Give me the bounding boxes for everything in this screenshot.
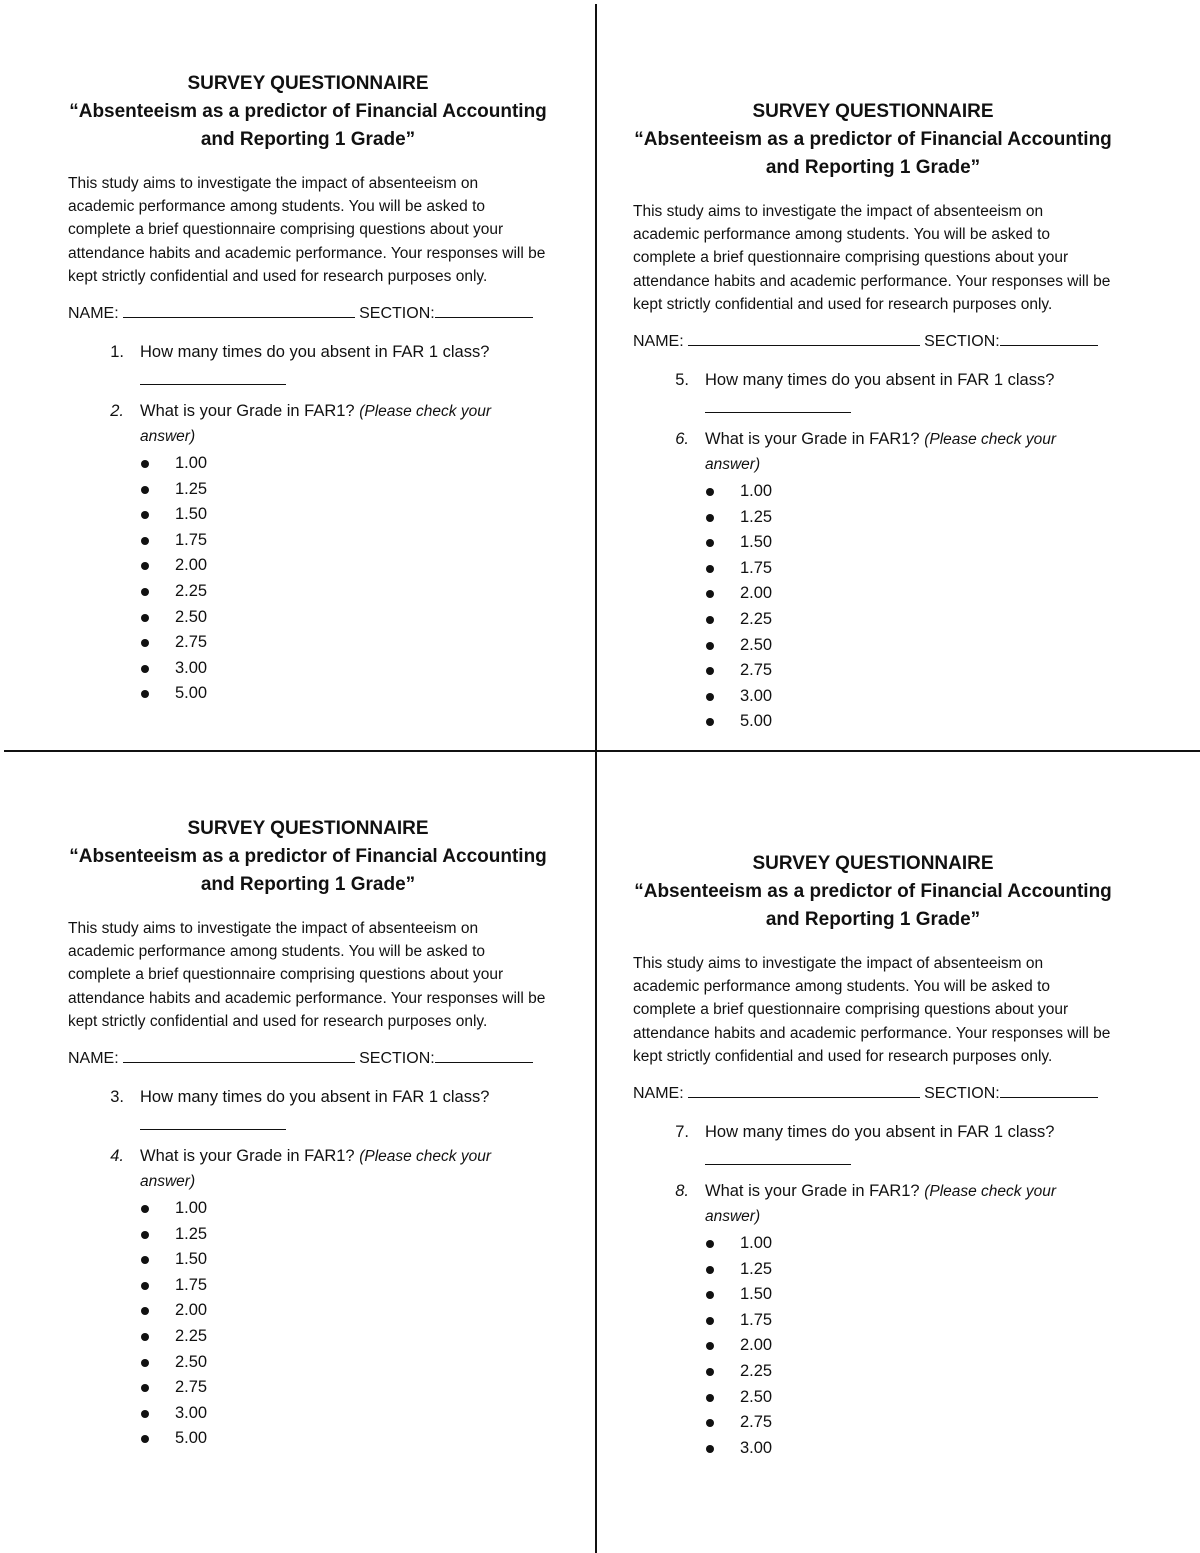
study-intro-paragraph: This study aims to investigate the impact of absenteeism on academic performance among students. You will be asked to complete a brief questionnaire comprising questions about your attendance habits and academic performance. Your responses will be kept strictly confidential and used for research purposes only. [633,203,1111,313]
grade-option-label: 3.00 [740,686,773,705]
name-field[interactable] [123,1048,355,1063]
grade-option-label: 2.25 [175,581,208,600]
grade-option-label: 2.50 [175,607,208,626]
grade-option-label: 1.50 [175,505,208,524]
study-intro-paragraph: This study aims to investigate the impact of absenteeism on academic performance among students. You will be asked to complete a brief questionnaire comprising questions about your attendance habits and academic performance. Your responses will be kept strictly confidential and used for research purposes only. [633,955,1111,1065]
bullet-icon [706,1342,714,1350]
grade-option-label: 5.00 [175,684,208,703]
bullet-icon [141,562,149,570]
bullet-icon [706,616,714,624]
survey-title: SURVEY QUESTIONNAIRE [752,853,994,874]
bullet-icon [141,690,149,698]
grade-option-label: 2.50 [740,1387,773,1406]
questionnaire-card-bottom-left [68,815,548,1452]
grade-option-label: 2.75 [740,661,773,680]
grade-option-label: 2.75 [175,1378,208,1397]
grade-option[interactable] [68,528,548,554]
question-number: 7. [675,1123,689,1142]
bullet-icon [141,1231,149,1239]
bullet-icon [141,614,149,622]
question-grade [104,399,548,449]
question-text [140,1144,510,1194]
grade-option[interactable] [633,581,1113,607]
grade-option[interactable] [68,1298,548,1324]
grade-option-label: 1.00 [740,1234,773,1253]
bullet-icon [706,642,714,650]
question-absences [104,340,548,385]
survey-subtitle-line2: and Reporting 1 Grade” [765,157,981,178]
grade-option[interactable] [633,709,1113,735]
section-field[interactable] [435,1048,533,1063]
name-field[interactable] [688,331,920,346]
grade-option-label: 2.25 [740,1361,773,1380]
grade-options-list [633,479,1113,735]
grade-option[interactable] [633,633,1113,659]
bullet-icon [706,718,714,726]
grade-option-label: 2.00 [175,1301,208,1320]
grade-options-list [633,1231,1113,1461]
section-field[interactable] [1000,331,1098,346]
question-text: How many times do you absent in FAR 1 class? [705,371,1055,390]
grade-option[interactable] [633,684,1113,710]
bullet-icon [141,639,149,647]
grade-option[interactable] [633,1257,1113,1283]
survey-subtitle-line2: and Reporting 1 Grade” [765,909,981,930]
bullet-icon [706,1240,714,1248]
grade-option[interactable] [633,1359,1113,1385]
grade-option[interactable] [68,451,548,477]
question-number: 1. [110,343,124,362]
grade-option[interactable] [68,477,548,503]
name-label: NAME: [68,305,119,323]
question-text-main: What is your Grade in FAR1? [705,1182,920,1201]
grade-option-label: 3.00 [740,1438,773,1457]
grade-option-label: 3.00 [175,658,208,677]
grade-option-label: 1.75 [175,530,208,549]
grade-option[interactable] [633,505,1113,531]
bullet-icon [141,460,149,468]
bullet-icon [141,486,149,494]
bullet-icon [141,1205,149,1213]
grade-option[interactable] [68,1350,548,1376]
bullet-icon [141,1333,149,1341]
survey-subtitle-line1: “Absenteeism as a predictor of Financial Accounting [69,846,547,867]
grade-option[interactable] [68,1196,548,1222]
grade-option-label: 2.75 [175,633,208,652]
grade-option[interactable] [68,681,548,707]
question-grade [669,1179,1113,1229]
survey-subtitle-line2: and Reporting 1 Grade” [200,874,416,895]
section-label: SECTION: [359,305,435,323]
grade-option-label: 2.75 [740,1413,773,1432]
bullet-icon [706,488,714,496]
grade-option[interactable] [68,1247,548,1273]
grade-option-label: 1.25 [175,1224,208,1243]
grade-option-label: 1.50 [740,533,773,552]
grade-option-label: 2.50 [740,635,773,654]
question-number: 5. [675,371,689,390]
question-number: 3. [110,1088,124,1107]
question-text: How many times do you absent in FAR 1 class? [140,343,490,362]
survey-subtitle-line1: “Absenteeism as a predictor of Financial Accounting [634,881,1112,902]
bullet-icon [706,1445,714,1453]
bullet-icon [706,1368,714,1376]
question-text [705,427,1075,477]
survey-subtitle-line1: “Absenteeism as a predictor of Financial Accounting [69,101,547,122]
bullet-icon [706,514,714,522]
section-label: SECTION: [924,1085,1000,1103]
bullet-icon [141,1282,149,1290]
absences-answer-field[interactable] [140,1109,286,1130]
bullet-icon [141,588,149,596]
question-number: 2. [110,402,124,421]
grade-option-label: 1.25 [740,1259,773,1278]
grade-option-label: 1.75 [740,1310,773,1329]
grade-option[interactable] [68,1324,548,1350]
question-absences [669,368,1113,413]
grade-option-label: 1.50 [740,1285,773,1304]
section-label: SECTION: [359,1050,435,1068]
bullet-icon [141,1359,149,1367]
bullet-icon [141,1410,149,1418]
absences-answer-field[interactable] [705,1144,851,1165]
name-label: NAME: [68,1050,119,1068]
question-text-main: What is your Grade in FAR1? [140,1147,355,1166]
survey-title: SURVEY QUESTIONNAIRE [752,101,994,122]
questionnaire-card-bottom-right [633,850,1113,1461]
grade-option[interactable] [633,1436,1113,1462]
absences-answer-field[interactable] [140,364,286,385]
question-text [140,399,510,449]
vertical-cut-line [595,4,597,1553]
bullet-icon [706,667,714,675]
question-note: (Please check your answer) [705,431,1056,474]
grade-option[interactable] [633,1308,1113,1334]
grade-option[interactable] [68,1426,548,1452]
grade-option[interactable] [633,479,1113,505]
name-section-row [633,1082,1113,1106]
grade-option-label: 1.25 [175,479,208,498]
grade-option[interactable] [68,1401,548,1427]
grade-option-label: 1.00 [740,482,773,501]
grade-option[interactable] [633,1333,1113,1359]
question-text: How many times do you absent in FAR 1 class? [140,1088,490,1107]
grade-option[interactable] [68,1273,548,1299]
name-section-row [633,330,1113,354]
grade-option-label: 2.25 [740,609,773,628]
bullet-icon [706,1419,714,1427]
bullet-icon [706,1394,714,1402]
horizontal-cut-line [4,750,1200,752]
section-field[interactable] [435,303,533,318]
name-label: NAME: [633,333,684,351]
bullet-icon [706,1291,714,1299]
grade-option[interactable] [68,656,548,682]
grade-options-list [68,451,548,707]
bullet-icon [141,537,149,545]
grade-option-label: 5.00 [740,712,773,731]
question-absences [104,1085,548,1130]
grade-option[interactable] [633,1385,1113,1411]
bullet-icon [706,539,714,547]
grade-option-label: 5.00 [175,1429,208,1448]
question-grade [669,427,1113,477]
bullet-icon [706,565,714,573]
name-label: NAME: [633,1085,684,1103]
question-number: 8. [675,1182,689,1201]
grade-option-label: 1.75 [740,558,773,577]
survey-subtitle-line1: “Absenteeism as a predictor of Financial Accounting [634,129,1112,150]
grade-option-label: 2.50 [175,1352,208,1371]
question-text-main: What is your Grade in FAR1? [705,430,920,449]
bullet-icon [706,693,714,701]
grade-option[interactable] [633,658,1113,684]
question-grade [104,1144,548,1194]
grade-option-label: 2.00 [740,1336,773,1355]
study-intro-paragraph: This study aims to investigate the impact of absenteeism on academic performance among students. You will be asked to complete a brief questionnaire comprising questions about your attendance habits and academic performance. Your responses will be kept strictly confidential and used for research purposes only. [68,920,546,1030]
grade-option-label: 2.00 [175,556,208,575]
grade-option-label: 1.25 [740,507,773,526]
question-number: 6. [675,430,689,449]
grade-option[interactable] [633,556,1113,582]
grade-option[interactable] [633,1410,1113,1436]
grade-option[interactable] [68,502,548,528]
name-field[interactable] [688,1083,920,1098]
bullet-icon [706,590,714,598]
questionnaire-card-top-left [68,70,548,707]
bullet-icon [141,1435,149,1443]
name-field[interactable] [123,303,355,318]
grade-option[interactable] [633,1231,1113,1257]
section-field[interactable] [1000,1083,1098,1098]
bullet-icon [706,1266,714,1274]
name-section-row [68,302,548,326]
grade-option-label: 1.00 [175,454,208,473]
survey-title: SURVEY QUESTIONNAIRE [187,818,429,839]
grade-option-label: 2.25 [175,1326,208,1345]
question-note: (Please check your answer) [140,403,491,446]
grade-option[interactable] [633,1282,1113,1308]
grade-options-list [68,1196,548,1452]
absences-answer-field[interactable] [705,392,851,413]
question-note: (Please check your answer) [705,1183,1056,1226]
grade-option[interactable] [68,605,548,631]
bullet-icon [706,1317,714,1325]
question-text [705,1179,1075,1229]
grade-option-label: 1.00 [175,1199,208,1218]
question-text-main: What is your Grade in FAR1? [140,402,355,421]
bullet-icon [141,511,149,519]
grade-option-label: 2.00 [740,584,773,603]
grade-option-label: 1.50 [175,1250,208,1269]
study-intro-paragraph: This study aims to investigate the impact of absenteeism on academic performance among students. You will be asked to complete a brief questionnaire comprising questions about your attendance habits and academic performance. Your responses will be kept strictly confidential and used for research purposes only. [68,175,546,285]
survey-title: SURVEY QUESTIONNAIRE [187,73,429,94]
name-section-row [68,1047,548,1071]
bullet-icon [141,1384,149,1392]
grade-option[interactable] [68,1375,548,1401]
grade-option-label: 3.00 [175,1403,208,1422]
section-label: SECTION: [924,333,1000,351]
grade-option[interactable] [633,530,1113,556]
grade-option[interactable] [68,630,548,656]
question-note: (Please check your answer) [140,1148,491,1191]
question-text: How many times do you absent in FAR 1 class? [705,1123,1055,1142]
grade-option[interactable] [633,607,1113,633]
questionnaire-card-top-right [633,98,1113,735]
bullet-icon [141,1256,149,1264]
grade-option[interactable] [68,553,548,579]
bullet-icon [141,665,149,673]
question-absences [669,1120,1113,1165]
question-number: 4. [110,1147,124,1166]
bullet-icon [141,1307,149,1315]
grade-option-label: 1.75 [175,1275,208,1294]
grade-option[interactable] [68,1222,548,1248]
survey-subtitle-line2: and Reporting 1 Grade” [200,129,416,150]
grade-option[interactable] [68,579,548,605]
